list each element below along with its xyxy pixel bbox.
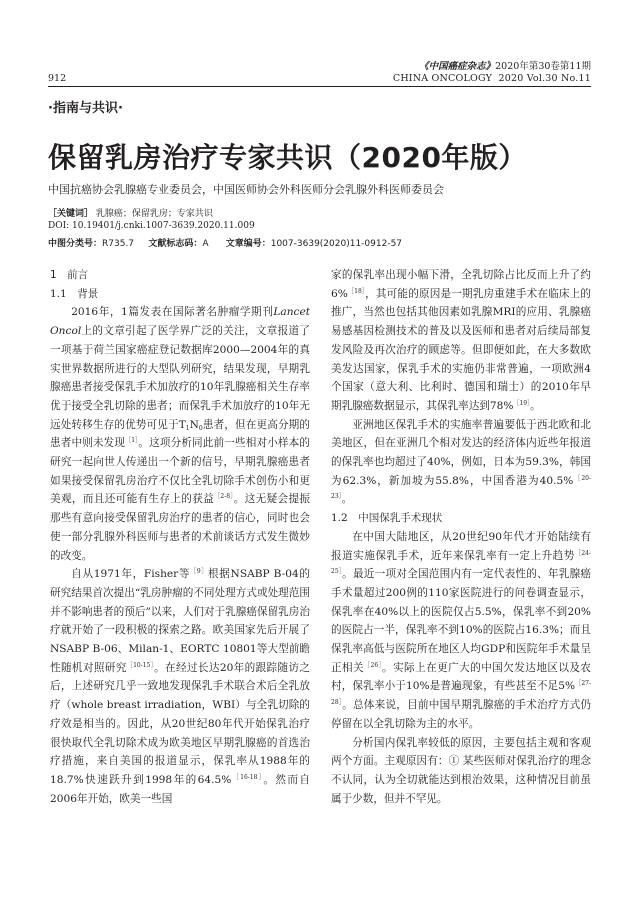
citation-ref: ［9］	[190, 568, 209, 576]
citation-ref: ［2-8］	[214, 493, 234, 501]
p3-text-a: 家的保乳率出现小幅下滑，全乳切除占比反而上升了约6%	[331, 269, 591, 300]
paragraph-2	[50, 565, 310, 808]
clc-value: R735.7	[102, 239, 135, 249]
citation-ref: ［24-25］	[331, 549, 591, 576]
citation-ref: ［19］	[513, 399, 531, 407]
citation-ref: ［16-18］	[231, 773, 264, 781]
left-column	[50, 266, 310, 808]
journal-en: CHINA ONCOLOGY	[392, 73, 493, 84]
citation-ref: ［1］	[125, 437, 139, 445]
n-subscript: 0	[198, 424, 203, 432]
right-column	[331, 266, 591, 808]
authors-line: 中国抗癌协会乳腺癌专业委员会，中国医师协会外科医师分会乳腺外科医师委员会	[48, 183, 444, 196]
p5-text-a: 在中国大陆地区，从20世纪90年代才开始陆续有报道实施保乳手术，近年来保乳率有一定上升趋势	[331, 530, 591, 562]
article-no-label: 文章编号：	[225, 239, 271, 249]
paragraph-1	[50, 303, 310, 565]
article-no-value: 1007-3639(2020)11-0912-57	[270, 239, 403, 249]
section-label: ·指南与共识·	[48, 101, 123, 116]
paragraph-4	[331, 416, 591, 510]
citation-ref: ［26］	[364, 661, 383, 669]
page-number: 912	[48, 73, 67, 84]
p2-text-a: 自从1971年，Fisher等	[71, 568, 191, 581]
article-title: 保留乳房治疗专家共识（2020年版）	[48, 141, 527, 174]
paragraph-6: 分析国内保乳率较低的原因，主要包括主观和客观两个方面。主观原因有：① 某些医师对保乳治疗的理念不认同，认为全切就能达到根治效果，这种情况目前虽属于少数，但并不罕见。	[331, 736, 591, 805]
classification-line	[48, 236, 402, 249]
p5-text-c: 。实际上在更广大的中国欠发达地区以及农村，保乳率小于10%是普遍现象，有些甚至不足5%	[331, 661, 592, 693]
keywords-value: 乳腺癌；保留乳房；专家共识	[95, 209, 213, 219]
p1-text-b: 上的文章引起了医学界广泛的关注，文章报道了一项基于荷兰国家癌症登记数据库2000—2004年的真实世界数据所进行的大型队列研究，结果发现，早期乳腺癌患者接受保乳手术加放疗的10年乳腺癌相关生存率优于接受全乳切除的患者；而保乳手术加放疗的10年无远处转移生存的优势可见于T	[50, 325, 310, 431]
p4-text-a: 亚洲地区保乳手术的实施率普遍要低于西北欧和北美地区，但在亚洲几个相对发达的经济体内近些年报道的保乳率也均超过了40%，例如，日本为59.3%，韩国为62.3%，新加坡为55.8%，中国香港为40.5%	[331, 418, 591, 487]
journal-name-italic: Lancet Oncol	[50, 306, 310, 338]
p1-text-d: 患者，但在更高分期的患者中则未发现	[50, 418, 310, 450]
p5-text-b: 。最近一项对全国范围内有一定代表性的、年乳腺癌手术量超过200例的110家医院进行的问卷调查显示，保乳率在40%以上的医院仅占5.5%，保乳率不到20%的医院占一半，保乳率不到10%的医院占16.3%；而且保乳率高低与医院所在地区人均GDP和医院年手术量呈正相关	[331, 568, 592, 674]
p2-text-c: 。在经过长达20年的跟踪随访之后，上述研究几乎一致地发现保乳手术联合术后全乳放疗（whole breast irradiation，WBI）与全乳切除的疗效是相当的。因此，从20世纪80年代开始保乳治疗很快取代全乳切除术成为欧美地区早期乳腺癌的首选治疗措施，来自美国的报道显示，保乳率从1988年的18.7%快速跃升到1998年的64.5%	[50, 661, 310, 786]
keywords-line	[48, 206, 213, 219]
issue-cn: 2020年第30卷第11期	[495, 61, 591, 72]
issue-en: 2020 Vol.30 No.11	[498, 73, 591, 84]
doc-code-value: A	[202, 239, 209, 249]
p3-text-c: 。	[530, 399, 541, 412]
p5-text-d: 。总体来说，目前中国早期乳腺癌的手术治疗方式仍停留在以全乳切除为主的水平。	[331, 699, 592, 730]
clc-label: 中图分类号：	[48, 239, 103, 249]
paragraph-3	[331, 266, 591, 416]
keywords-label: ［关键词］	[48, 209, 94, 219]
paragraph-5	[331, 528, 591, 734]
p1-text-f: 。这无疑会提振那些有意向接受保留乳房治疗的患者的信心，同时也会使一部分乳腺外科医师与患者的术前谈话方式发生微妙的改变。	[50, 493, 311, 562]
heading-china-status: 1.2 中国保乳手术现状	[331, 512, 443, 525]
journal-name-cn-header	[419, 58, 591, 72]
header-rule	[48, 86, 591, 87]
citation-ref: ［20-23］	[331, 474, 591, 501]
p2-text-d: 。然而自2006年开始，欧美一些国	[50, 773, 310, 805]
p2-text-b: 根据NSABP B-04的研究结果首次提出“乳房肿瘤的不同处理方式或处理范围并不影响患者的预后”以来，人们对于乳腺癌保留乳房治疗就开始了一段积极的探索之路。欧美国家先后开展了NSABP B-06、Milan-1、EORTC 10801等大型前瞻性随机对照研究	[50, 568, 310, 674]
journal-name-en-header	[393, 73, 591, 84]
p3-text-b: ，其可能的原因是一期乳房重建手术在临床上的推广，当然也包括其他因素如乳腺MRI的应用、乳腺癌易感基因检测技术的普及以及医师和患者对后续局部复发风险及再次治疗的顾虑等。但即便如此，在大多数欧美发达国家，保乳手术的实施仍非常普遍，一项欧洲4个国家（意大利、比利时、德国和瑞士）的2010年早期乳腺癌数据显示，其保乳率达到78%	[331, 287, 592, 412]
p1-text-c: N	[189, 418, 199, 431]
citation-ref: ［27-28］	[331, 680, 591, 707]
citation-ref: ［10-15］	[126, 661, 155, 669]
p4-text-b: 。	[341, 493, 353, 506]
t-subscript: 1	[185, 424, 190, 432]
citation-ref: ［18］	[347, 287, 366, 295]
p1-text-a: 2016年，1篇发表在国际著名肿瘤学期刊	[71, 306, 274, 319]
p1-text-e: 。这项分析同此前一些相对小样本的研究一起向世人传递出一个新的信号，早期乳腺癌患者如果接受保留乳房治疗不仅比全乳切除手术创伤小和更美观，而且还可能有生存上的获益	[50, 437, 310, 506]
doi-line: DOI: 10.19401/j.cnki.1007-3639.2020.11.009	[48, 221, 255, 231]
journal-title: 《中国癌症杂志》	[419, 61, 496, 72]
doc-code-label: 文献标志码：	[148, 239, 203, 249]
heading-introduction: 1 前言	[50, 269, 89, 281]
heading-background: 1.1 背景	[50, 287, 99, 300]
